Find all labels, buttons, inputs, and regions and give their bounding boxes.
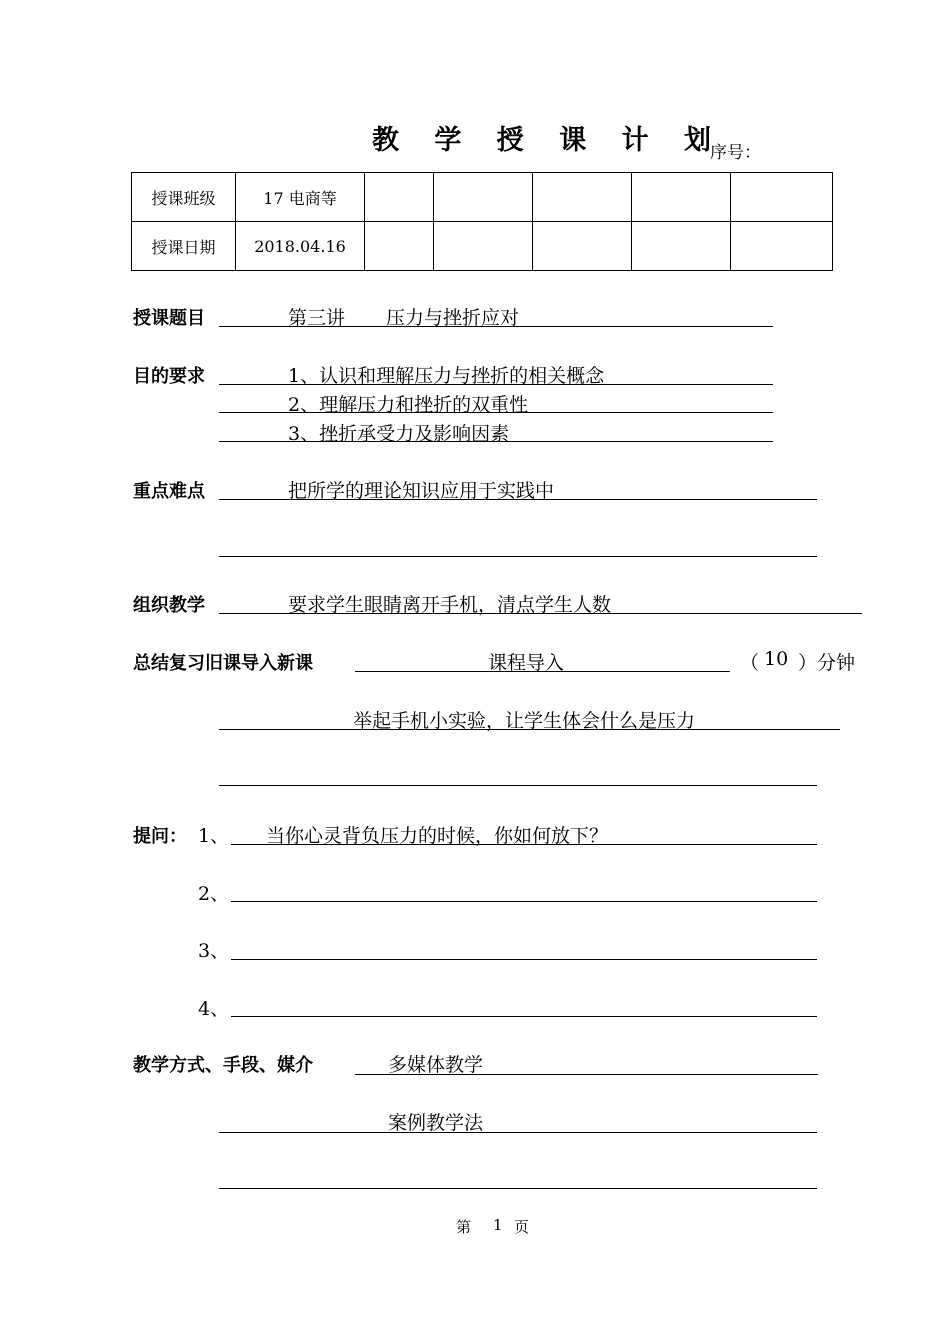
minutes-value: 10 [764,648,789,670]
review-value: 课程导入 [488,652,565,674]
objective-item: 2、理解压力和挫折的双重性 [288,394,529,416]
methods-label: 教学方式、手段、媒介 [133,1055,313,1076]
underline [231,901,817,902]
topic-name: 压力与挫折应对 [386,307,520,329]
underline [231,959,817,960]
table-cell [533,173,632,222]
table-row [132,222,833,271]
review-detail: 举起手机小实验，让学生体会什么是压力 [353,710,696,732]
questions-label: 提问： [133,826,187,847]
method-item: 多媒体教学 [388,1054,484,1076]
objectives-label: 目的要求 [133,366,205,387]
question-number: 3、 [198,940,230,962]
organization-value: 要求学生眼睛离开手机，清点学生人数 [288,594,612,616]
table-row [132,173,833,222]
serial-label: 序号： [710,143,761,163]
table-cell [731,173,833,222]
review-label: 总结复习旧课导入新课 [133,653,313,674]
key-points-value: 把所学的理论知识应用于实践中 [288,480,555,502]
table-cell [632,222,731,271]
table-cell [365,222,434,271]
date-label-cell: 授课日期 [132,222,236,271]
question-text: 当你心灵背负压力的时候，你如何放下？ [266,825,609,847]
page-number: 1 [493,1216,503,1234]
question-number: 1、 [198,825,230,847]
topic-lecture: 第三讲 [288,307,346,329]
underline [231,1016,817,1017]
method-item: 案例教学法 [388,1112,484,1134]
class-info-table [131,172,833,271]
table-cell [365,173,434,222]
footer-suffix: 页 [514,1218,530,1236]
table-cell [731,222,833,271]
footer-prefix: 第 [456,1218,472,1236]
minutes-open: （ [740,652,760,674]
organization-label: 组织教学 [133,595,205,616]
question-number: 4、 [198,998,230,1020]
table-cell [434,222,533,271]
table-cell [434,173,533,222]
minutes-close: ）分钟 [798,652,856,674]
question-number: 2、 [198,883,230,905]
table-cell [632,173,731,222]
key-points-label: 重点难点 [133,481,205,502]
objective-item: 3、挫折承受力及影响因素 [288,423,510,445]
table-cell [533,222,632,271]
underline [219,556,817,557]
objective-item: 1、认识和理解压力与挫折的相关概念 [288,365,605,387]
underline [219,785,817,786]
topic-label: 授课题目 [133,308,205,329]
underline [219,1132,817,1133]
date-value-cell: 2018.04.16 [236,222,365,271]
page-title: 教 学 授 课 计 划 [372,125,724,156]
underline [219,1188,817,1189]
class-label-cell: 授课班级 [132,173,236,222]
class-value-cell: 17 电商等 [236,173,365,222]
